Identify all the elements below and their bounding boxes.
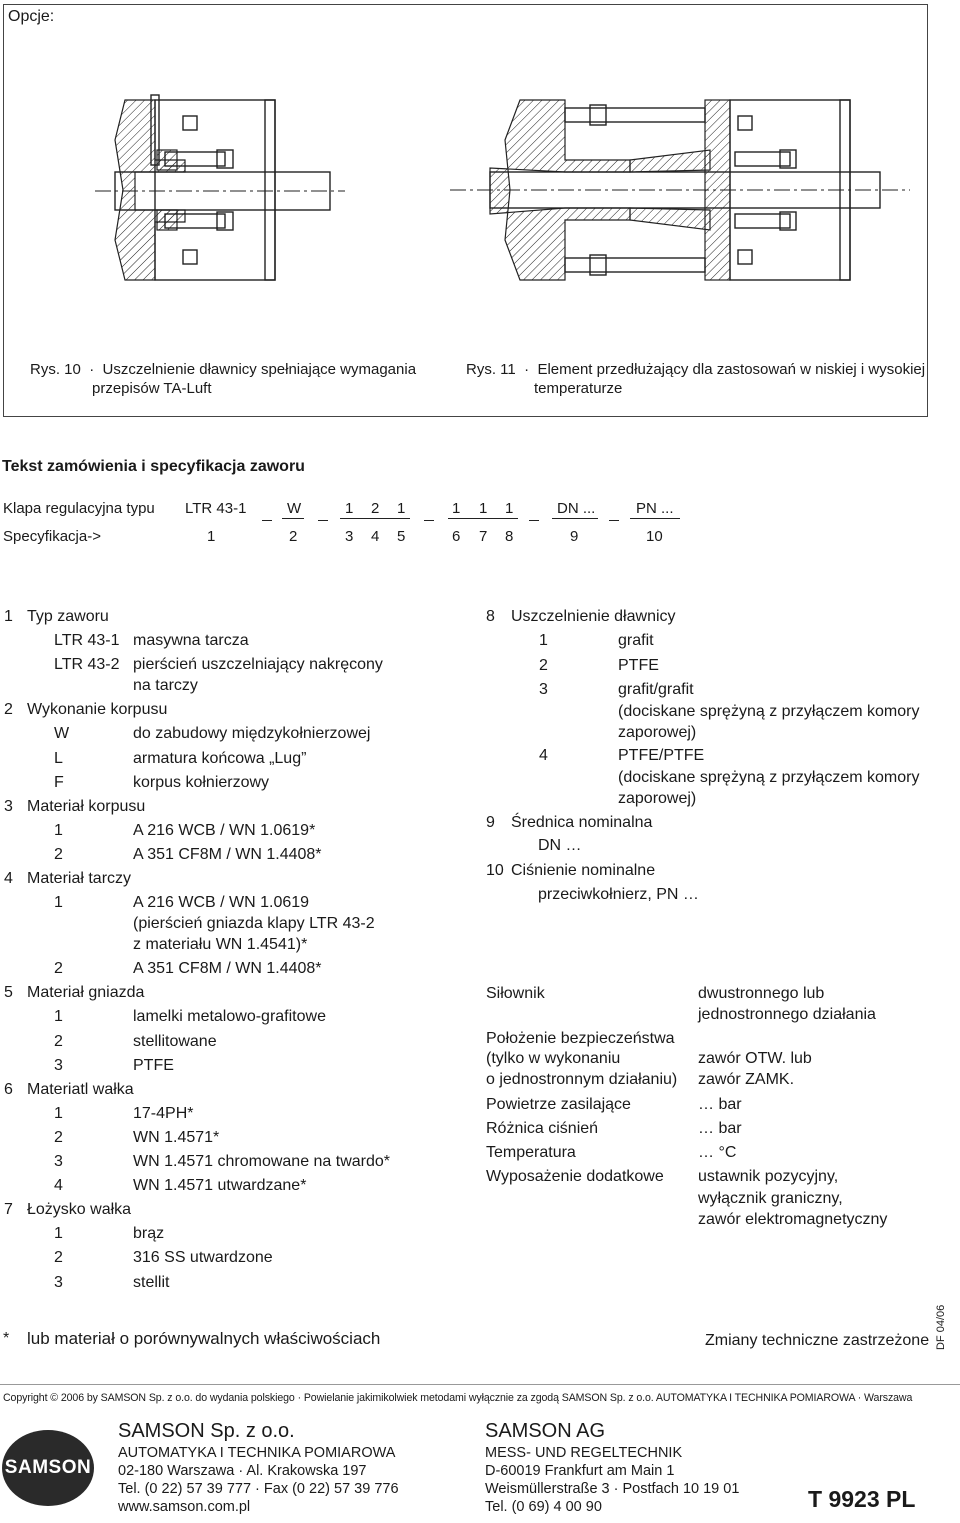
list-option-code: 2: [54, 1249, 63, 1267]
list-option-text: pierścień uszczelniający nakręcony: [133, 656, 383, 674]
list-option-text: A 216 WCB / WN 1.0619*: [133, 821, 316, 839]
list-option-code: 3: [54, 1153, 63, 1170]
list-option-text: lamelki metalowo-grafitowe: [133, 1008, 326, 1026]
document-id: T 9923 PL: [808, 1486, 916, 1512]
spec-underline: [630, 518, 680, 519]
list-option-text: (dociskane sprężyną z przyłączem komory: [618, 703, 920, 720]
list-option-text: brąz: [133, 1225, 165, 1243]
list-section-number: 5: [4, 984, 13, 1002]
list-option-code: 1: [54, 821, 63, 839]
spec-n7: 7: [479, 528, 488, 545]
footnote-text: lub materiał o porównywalnych właściwościach: [27, 1329, 381, 1348]
figure-11-drawing: [450, 90, 910, 290]
list-section-title: Typ zaworu: [27, 608, 109, 625]
list-section-number: 8: [486, 608, 495, 625]
list-option-code: 1: [54, 1104, 63, 1122]
actuator-field-label: (tylko w wykonaniu: [486, 1050, 621, 1067]
spec-n2: 2: [289, 528, 298, 545]
spec-dash: [318, 520, 328, 521]
list-section-number: 6: [4, 1080, 13, 1098]
list-section-title: Materiał gniazda: [27, 984, 145, 1002]
company-pl-website[interactable]: www.samson.com.pl: [118, 1499, 251, 1515]
list-section-number: 2: [4, 701, 13, 719]
list-option-code: 2: [54, 1032, 63, 1050]
actuator-field-value: ustawnik pozycyjny,: [698, 1168, 839, 1185]
company-de-line: MESS- UND REGELTECHNIK: [485, 1445, 683, 1461]
doc-revision: DF 04/06: [935, 1304, 947, 1350]
list-option-code: 4: [54, 1177, 63, 1195]
spec-underline: [448, 518, 518, 519]
spec-type: LTR 43-1: [185, 500, 247, 517]
spec-c5: 1: [397, 500, 406, 517]
spec-c4: 2: [371, 500, 380, 517]
list-option-text: masywna tarcza: [133, 632, 249, 650]
list-option-text: A 351 CF8M / WN 1.4408*: [133, 960, 322, 978]
list-option-text: grafit/grafit: [618, 681, 694, 698]
list-option-text: DN …: [538, 837, 582, 854]
list-option-code: 3: [54, 1273, 63, 1291]
logo-text: SAMSON: [4, 1457, 92, 1478]
list-section-number: 7: [4, 1201, 13, 1219]
spec-dash: [529, 520, 539, 521]
actuator-field-value: wyłącznik graniczny,: [698, 1190, 843, 1207]
spec-dash: [262, 520, 272, 521]
figure-10-caption: Rys. 10 · Uszczelnienie dławnicy spełniające wymagania przepisów TA-Luft: [30, 361, 417, 397]
samson-logo: [2, 1430, 94, 1506]
company-pl-name: SAMSON Sp. z o.o.: [118, 1420, 295, 1442]
list-section-number: 1: [4, 608, 13, 625]
list-option-code: 4: [539, 747, 548, 764]
company-de-line: Weismüllerstraße 3 · Postfach 10 19 01: [485, 1481, 740, 1497]
list-option-text: grafit: [618, 632, 654, 649]
company-pl-line: Tel. (0 22) 57 39 777 · Fax (0 22) 57 39 776: [118, 1481, 399, 1497]
copyright-line: Copyright © 2006 by SAMSON Sp. z o.o. do wydania polskiego · Powielanie jakimikolwiek metodami wyłącznie za zgodą SAMSON Sp. z o.o. AUTOMATYKA I TECHNIKA POMIAROWA · Warszawa: [3, 1392, 913, 1404]
actuator-field-value: zawór ZAMK.: [698, 1071, 795, 1088]
list-option-text: WN 1.4571 utwardzane*: [133, 1177, 307, 1195]
list-option-text: PTFE: [133, 1056, 174, 1074]
spec-dn: DN ...: [557, 500, 596, 517]
list-section-title: Materiał korpusu: [27, 797, 146, 815]
spec-c7: 1: [479, 500, 488, 517]
list-section-title: Uszczelnienie dławnicy: [511, 608, 676, 625]
list-section-title: Wykonanie korpusu: [27, 701, 168, 719]
actuator-field-value: … bar: [698, 1120, 742, 1137]
footer-divider: [0, 1384, 960, 1385]
list-option-code: LTR 43-1: [54, 632, 120, 650]
list-option-text: WN 1.4571 chromowane na twardo*: [133, 1153, 391, 1170]
footnote-star: *: [3, 1330, 10, 1347]
list-option-text: (pierścień gniazda klapy LTR 43-2: [133, 914, 375, 932]
spec-c6: 1: [452, 500, 461, 517]
list-section-number: 9: [486, 814, 495, 831]
list-option-text: korpus kołnierzowy: [133, 773, 270, 791]
actuator-field-label: Wyposażenie dodatkowe: [486, 1168, 664, 1185]
spec-row2-label: Specyfikacja->: [3, 528, 101, 545]
list-option-text: PTFE: [618, 657, 659, 674]
list-option-code: 1: [54, 1225, 63, 1243]
list-section-title: Średnica nominalna: [511, 814, 653, 831]
company-pl-line: AUTOMATYKA I TECHNIKA POMIAROWA: [118, 1445, 396, 1461]
list-option-text: z materiału WN 1.4541)*: [133, 935, 308, 953]
list-option-code: 3: [54, 1056, 63, 1074]
list-option-text: stellitowane: [133, 1032, 217, 1050]
list-option-code: W: [54, 725, 70, 743]
list-option-code: 1: [54, 894, 63, 912]
spec-label: Klapa regulacyjna typu: [3, 500, 155, 517]
options-title: Opcje:: [8, 8, 55, 25]
spec-n5: 5: [397, 528, 406, 545]
list-option-text: stellit: [133, 1273, 170, 1291]
spec-n3: 3: [345, 528, 354, 545]
spec-n6: 6: [452, 528, 461, 545]
list-option-code: 2: [539, 657, 548, 674]
spec-n8: 8: [505, 528, 514, 545]
list-option-text: przeciwkołnierz, PN …: [538, 886, 699, 903]
list-section-number: 4: [4, 870, 13, 887]
list-section-title: Materiał tarczy: [27, 870, 132, 887]
spec-underline: [340, 518, 410, 519]
company-de-line: D-60019 Frankfurt am Main 1: [485, 1463, 675, 1479]
actuator-field-label: Różnica ciśnień: [486, 1120, 599, 1137]
spec-dash: [424, 520, 434, 521]
spec-c3: 1: [345, 500, 354, 517]
actuator-field-value: … °C: [698, 1144, 737, 1161]
list-option-text: 17-4PH*: [133, 1104, 194, 1122]
spec-n4: 4: [371, 528, 380, 545]
list-option-code: 2: [54, 845, 63, 863]
list-option-code: L: [54, 749, 63, 767]
company-pl-line: 02-180 Warszawa · Al. Krakowska 197: [118, 1463, 367, 1479]
actuator-field-label: o jednostronnym działaniu): [486, 1071, 678, 1088]
spec-n10: 10: [646, 528, 663, 545]
actuator-field-label: Siłownik: [486, 985, 545, 1002]
actuator-field-label: Powietrze zasilające: [486, 1096, 631, 1113]
figure-10-drawing: [95, 90, 345, 290]
spec-dash: [609, 520, 619, 521]
list-option-code: 3: [539, 681, 548, 698]
list-section-title: Materiatl wałka: [27, 1080, 134, 1098]
company-de-line: Tel. (0 69) 4 00 90: [485, 1499, 602, 1515]
list-option-text: zaporowej): [618, 790, 697, 807]
spec-n9: 9: [570, 528, 579, 545]
company-de-name: SAMSON AG: [485, 1420, 606, 1442]
actuator-field-label: Temperatura: [486, 1144, 576, 1161]
list-option-code: LTR 43-2: [54, 656, 120, 674]
list-section-number: 3: [4, 797, 13, 815]
list-option-text: do zabudowy międzykołnierzowej: [133, 725, 371, 743]
list-option-text: na tarczy: [133, 676, 198, 694]
order-heading: Tekst zamówienia i specyfikacja zaworu: [2, 458, 305, 475]
list-option-text: 316 SS utwardzone: [133, 1249, 273, 1267]
footer-company-de: [485, 1418, 739, 1516]
list-section-title: Ciśnienie nominalne: [511, 862, 656, 879]
list-section-number: 10: [486, 862, 504, 879]
spec-underline: [282, 518, 304, 519]
list-section-title: Łożysko wałka: [27, 1201, 132, 1219]
list-option-text: WN 1.4571*: [133, 1128, 220, 1146]
actuator-field-value: zawór elektromagnetyczny: [698, 1211, 888, 1228]
list-option-code: F: [54, 773, 64, 791]
technical-changes-note: Zmiany techniczne zastrzeżone: [705, 1332, 930, 1349]
spec-w: W: [287, 500, 302, 517]
list-option-text: A 216 WCB / WN 1.0619: [133, 894, 310, 912]
actuator-field-value: … bar: [698, 1096, 742, 1113]
list-option-code: 1: [54, 1008, 63, 1026]
actuator-field-value: dwustronnego lub: [698, 985, 825, 1002]
actuator-field-label: Położenie bezpieczeństwa: [486, 1030, 675, 1047]
figure-11-caption: Rys. 11 · Element przedłużający dla zastosowań w niskiej i wysokiej temperaturze: [466, 361, 926, 397]
actuator-field-value: jednostronnego działania: [698, 1006, 876, 1023]
list-option-text: armatura końcowa „Lug”: [133, 749, 307, 767]
spec-underline: [552, 518, 598, 519]
list-option-code: 2: [54, 1128, 63, 1146]
list-option-text: zaporowej): [618, 724, 697, 741]
list-option-code: 2: [54, 960, 63, 978]
actuator-field-value: zawór OTW. lub: [698, 1050, 812, 1067]
footer-company-pl: [118, 1418, 399, 1516]
spec-n1: 1: [207, 528, 216, 545]
spec-c8: 1: [505, 500, 514, 517]
list-option-text: A 351 CF8M / WN 1.4408*: [133, 845, 322, 863]
list-option-code: 1: [539, 632, 548, 649]
list-option-text: (dociskane sprężyną z przyłączem komory: [618, 769, 920, 786]
spec-pn: PN ...: [636, 500, 674, 517]
list-option-text: PTFE/PTFE: [618, 747, 705, 764]
